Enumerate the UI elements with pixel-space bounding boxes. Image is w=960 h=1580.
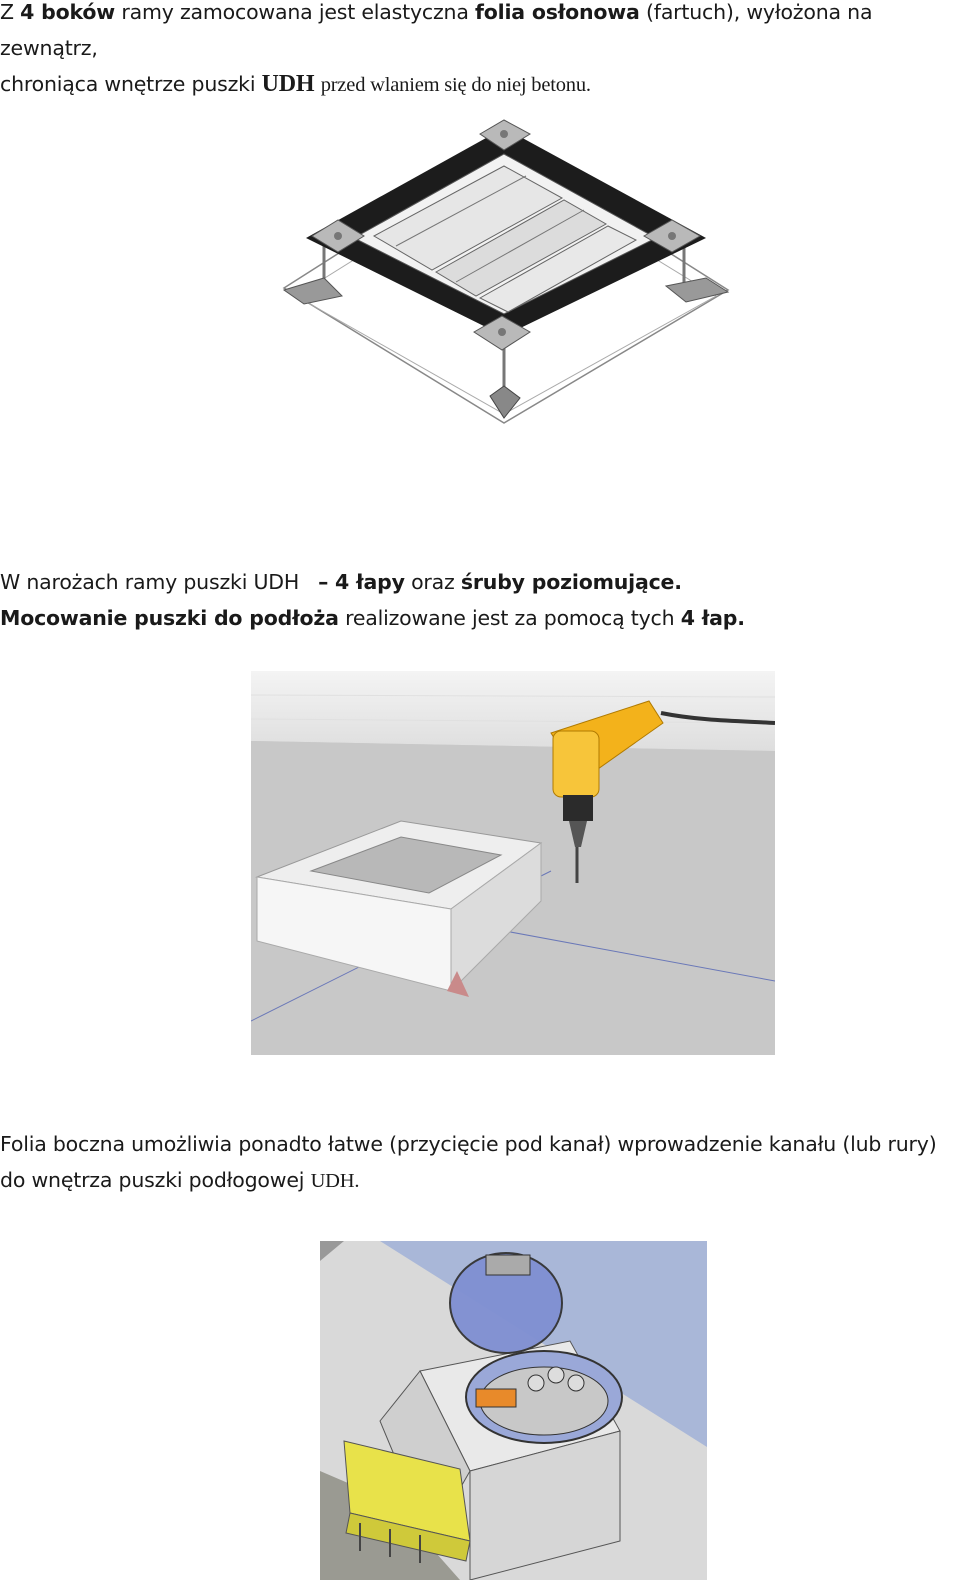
frame-illustration [276, 118, 736, 428]
text: Folia boczna umożliwia ponadto łatwe (przycięcie pod kanał) wprowadzenie kanału (lub rury) [0, 1132, 937, 1156]
text: (fartuch), wyłożona na zewnątrz, [0, 0, 873, 60]
bold-text: 4 boków [20, 0, 116, 24]
figure-frame-drawing [276, 118, 736, 428]
paragraph-foil [0, 0, 958, 103]
figure-drill-photo [251, 671, 775, 1055]
text: chroniąca wnętrze puszki [0, 72, 256, 96]
figure-floor-box [320, 1241, 707, 1580]
text: przed wlaniem się do niej betonu. [320, 74, 591, 96]
bold-text: folia osłonowa [475, 0, 640, 24]
text: realizowane jest za pomocą tych [345, 606, 675, 630]
bold-text: Mocowanie puszki do podłoża [0, 606, 339, 630]
paragraph-legs [0, 564, 958, 636]
udh-label: UDH. [310, 1170, 360, 1192]
text: oraz [411, 570, 455, 594]
drill-illustration [251, 671, 775, 1055]
bold-text: – 4 łapy [318, 570, 405, 594]
floor-box-illustration [320, 1241, 707, 1580]
paragraph-side-foil [0, 1126, 958, 1199]
text: Z [0, 0, 14, 24]
bold-text: śruby poziomujące. [460, 570, 682, 594]
text: do wnętrza puszki podłogowej [0, 1168, 305, 1192]
text: W narożach ramy puszki UDH [0, 570, 300, 594]
bold-text: 4 łap. [680, 606, 745, 630]
text: ramy zamocowana jest elastyczna [121, 0, 469, 24]
udh-label: UDH [261, 71, 315, 97]
